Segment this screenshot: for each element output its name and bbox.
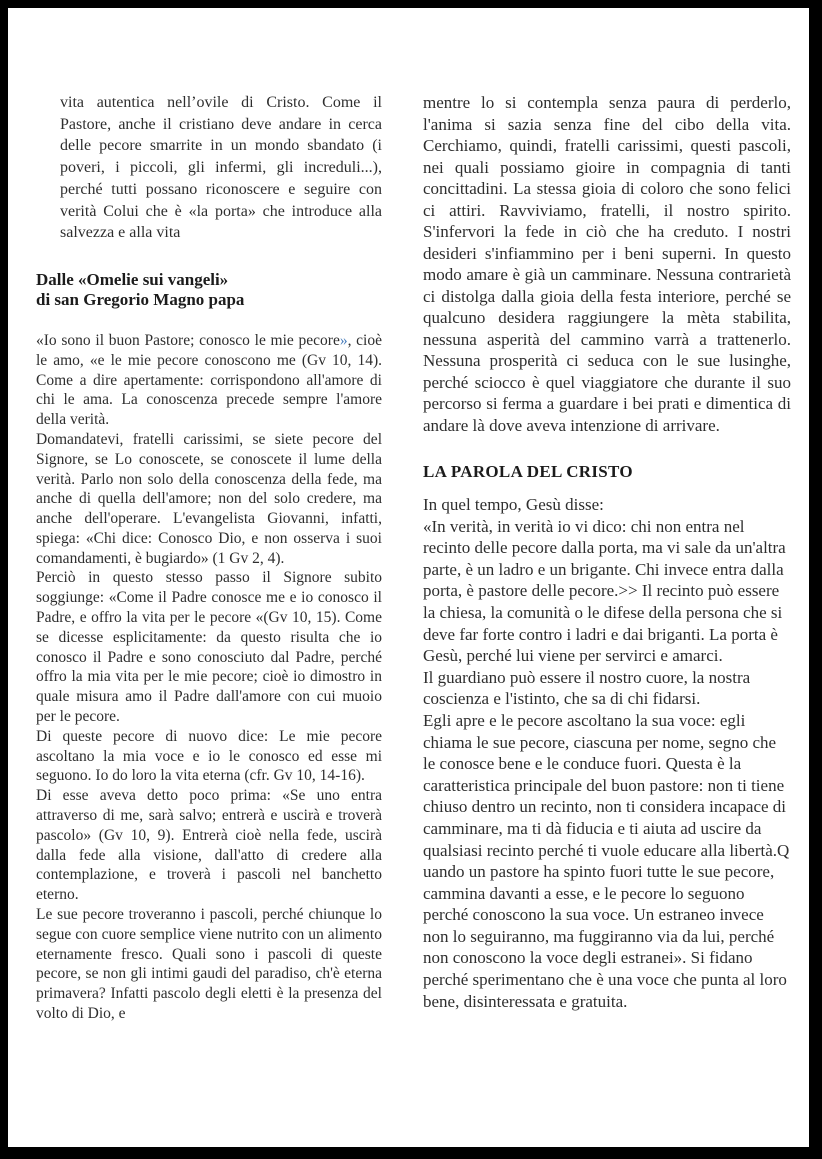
section-heading-omelie [36,270,382,311]
quote-paragraph-1 [36,331,382,430]
heading-line-2: di san Gregorio Magno papa [36,290,245,310]
continuation-paragraph: mentre lo si contempla senza paura di perderlo, l'anima si sazia senza fine del cibo della vita. Cerchiamo, quindi, fratelli carissimi, questi pascoli, nei quali possiamo gioire in compagnia di tanti concittadini. La stessa gioia di coloro che sono felici ci attiri. Ravviviamo, fratelli, il nostro spirito. S'infervori la fede in ciò che ha creduto. I nostri desideri s'infiammino per i beni superni. In questo modo amare è già un camminare. Nessuna contrarietà ci distolga dalla gioia della festa interiore, perché se qualcuno desidera raggiungere la mèta stabilita, nessuna asperità del cammino varrà a trattenerlo. Nessuna prosperità ci seduca con le sue lusinghe, perché sciocco è quel viaggiatore che durante il suo percorso si ferma a guardare i bei prati e dimentica di andare là dove aveva intenzione di arrivare. [423,93,791,435]
heading-line-1: Dalle «Omelie sui vangeli» [36,269,229,289]
body-paragraph: Domandatevi, fratelli carissimi, se siete pecore del Signore, se Lo conoscete, se conoscete il lume della verità. Parlo non solo della conoscenza della fede, ma anche di quella dell'amore; non del solo credere, ma anche dell'operare. L'evangelista Giovanni, infatti, spiega: «Chi dice: Conosco Dio, e non osserva i suoi comandamenti, è bugiardo» (1 Gv 2, 4). [36,430,382,567]
left-column [36,92,382,1024]
quote-link-mark[interactable]: » [339,331,348,349]
quote-text-after: , cioè le amo, «e le mie pecore conoscono me (Gv 10, 14). Come a dire apertamente: corrispondono all'amore di chi le ama. La conoscenza precede sempre l'amore della verità. [36,331,382,429]
body-paragraph: Di esse aveva detto poco prima: «Se uno entra attraverso di me, sarà salvo; entrerà e uscirà e troverà pascolo» (Gv 10, 9). Entrerà cioè nella fede, uscirà dalla fede alla visione, dall'atto di credere alla contemplazione, e troverà i pascoli nel banchetto eterno. [36,787,382,904]
body-paragraph: Le sue pecore troveranno i pascoli, perché chiunque lo segue con cuore semplice viene nutrito con un alimento eternamente fresco. Quali sono i pascoli di queste pecore, se non gli intimi gaudi del paradiso, ch'è eterna primavera? Infatti pascolo degli eletti è la presenza del volto di Dio, e [36,906,382,1023]
homily-text [36,331,382,1024]
gospel-heading: LA PAROLA DEL CRISTO [423,462,633,481]
right-column [423,92,791,1012]
gospel-text [423,494,791,1012]
body-paragraph: Perciò in questo stesso passo il Signore subito soggiunge: «Come il Padre conosce me e io conosco il Padre, e offro la vita per le pecore «(Gv 10, 15). Come se dicesse esplicitamente: da questo risulta che io conosco il Padre e sono conosciuto dal Padre, perché offro la mia vita per le mie pecore; cioè io dimostro in quale misura amo il Padre dall'amore con cui muoio per le pecore. [36,569,382,726]
intro-paragraph: vita autentica nell’ovile di Cristo. Come il Pastore, anche il cristiano deve andare in cerca delle pecore smarrite in un mondo sbandato (i poveri, i piccoli, gli infermi, gli increduli...), perché tutti possano riconoscere e seguire con verità Colui che è «la porta» che introduce alla salvezza e alla vita [60,94,382,242]
gospel-paragraph: Il guardiano può essere il nostro cuore, la nostra coscienza e l'istinto, che sa di chi fidarsi. [423,667,751,709]
gospel-paragraph: «In verità, in verità io vi dico: chi non entra nel recinto delle pecore dalla porta, ma vi sale da un'altra parte, è un ladro e un brigante. Chi invece entra dalla porta, è pastore delle pecore.>> Il recinto può essere la chiesa, la comunità o le difese della persona che si deve far forte contro i ladri e dai briganti. La porta è Gesù, perché lui viene per servirci e amarci. [423,516,786,666]
body-paragraph: Di queste pecore di nuovo dice: Le mie pecore ascoltano la mia voce e io le conosco ed esse mi seguono. Io do loro la vita eterna (cfr. Gv 10, 14-16). [36,727,382,785]
gospel-paragraph: Egli apre e le pecore ascoltano la sua voce: egli chiama le sue pecore, ciascuna per nome, segno che le conosce bene e le conduce fuori. Questa è la caratteristica principale del buon pastore: non ti tiene chiuso dentro un recinto, non ti considera incapace di camminare, ma ti dà fiducia e ti aiuta ad uscire da qualsiasi recinto perché ti vuole educare alla libertà.Q uando un pastore ha spinto fuori tutte le sue pecore, cammina davanti a esse, e le pecore lo seguono perché conoscono la sua voce. Un estraneo invece non lo seguiranno, ma fuggiranno via da lui, perché non conoscono la voce degli estranei». Si fidano perché sperimentano che è una voce che punta al loro bene, disinteressata e gratuita. [423,710,790,1011]
quote-text-before: «Io sono il buon Pastore; conosco le mie pecore [36,331,340,349]
gospel-paragraph: In quel tempo, Gesù disse: [423,495,604,514]
